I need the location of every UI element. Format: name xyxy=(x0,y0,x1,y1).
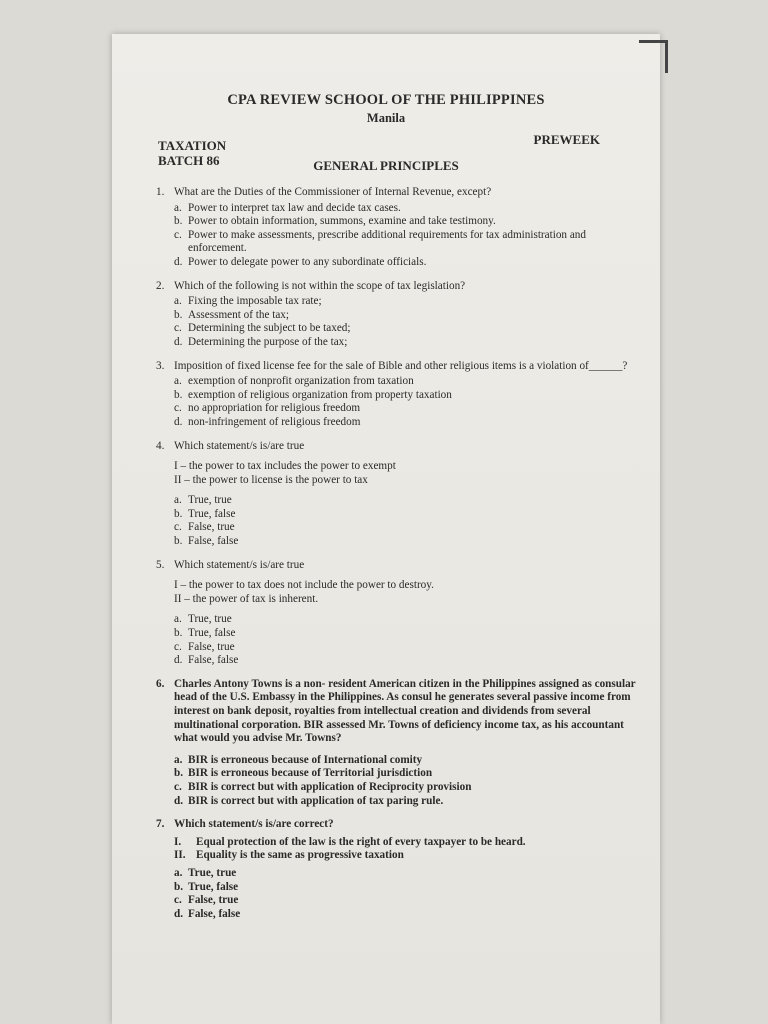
question-number: 6. xyxy=(156,677,165,690)
statement-item: II – the power of tax is inherent. xyxy=(174,592,319,605)
question-text: Which of the following is not within the scope of tax legislation? xyxy=(174,279,466,292)
choice-item xyxy=(174,229,636,256)
choice-list xyxy=(174,295,636,349)
question-text: Charles Antony Towns is a non- resident American citizen in the Philippines assigned as consular head of the U.S. Embassy in the Philippines. As consul he generates several passive income from interest on bank deposit, royalties from intellectual creation and dividends from several multinational corporation. BIR assessed Mr. Towns of deficiency income tax, as his accountant what would you advise Mr. Towns? xyxy=(174,677,636,745)
choice-text: no appropriation for religious freedom xyxy=(188,402,361,415)
choice-letter: b. xyxy=(174,627,183,640)
statement-item: I – the power to tax includes the power to exempt xyxy=(174,460,396,473)
choice-letter: b. xyxy=(174,535,183,548)
choice-text: exemption of religious organization from property taxation xyxy=(188,388,452,401)
choice-letter: a. xyxy=(174,295,182,308)
statement-item xyxy=(174,849,636,863)
question-5 xyxy=(156,559,636,668)
choice-letter: a. xyxy=(174,375,182,388)
choice-text: True, true xyxy=(188,866,237,879)
choice-letter: b. xyxy=(174,507,183,520)
choice-item xyxy=(174,894,636,908)
choice-item xyxy=(174,402,636,416)
choice-list xyxy=(174,754,636,808)
choice-list xyxy=(174,375,636,429)
statement-number: II. xyxy=(174,849,186,862)
choice-text: Power to obtain information, summons, examine and take testimony. xyxy=(188,215,496,228)
exam-paper xyxy=(112,34,660,1024)
choice-item xyxy=(174,781,636,795)
choice-letter: c. xyxy=(174,780,182,793)
question-7 xyxy=(156,818,636,921)
school-name: CPA REVIEW SCHOOL OF THE PHILIPPINES xyxy=(227,92,545,108)
choice-text: non-infringement of religious freedom xyxy=(188,415,361,428)
statement-item xyxy=(174,836,636,850)
question-number: 4. xyxy=(156,439,165,452)
choice-text: Determining the subject to be taxed; xyxy=(188,322,351,335)
question-4 xyxy=(156,440,636,549)
choice-letter: d. xyxy=(174,255,183,268)
statement-text: Equality is the same as progressive taxation xyxy=(196,849,404,862)
choice-letter: a. xyxy=(174,866,183,879)
question-text: Which statement/s is/are correct? xyxy=(174,818,334,831)
choice-letter: b. xyxy=(174,388,183,401)
choice-item xyxy=(174,295,636,309)
choice-text: True, true xyxy=(188,494,232,507)
choice-item xyxy=(174,627,636,641)
choice-list xyxy=(174,613,636,667)
choice-text: exemption of nonprofit organization from taxation xyxy=(188,375,414,388)
choice-item xyxy=(174,309,636,323)
choice-text: False, false xyxy=(188,907,241,920)
choice-list xyxy=(174,867,636,921)
question-number: 5. xyxy=(156,558,165,571)
choice-item xyxy=(174,641,636,655)
statement-list xyxy=(174,836,636,863)
question-text: Which statement/s is/are true xyxy=(174,439,305,452)
choice-text: False, true xyxy=(188,521,235,534)
question-1 xyxy=(156,186,636,270)
question-text: Which statement/s is/are true xyxy=(174,558,305,571)
question-number: 2. xyxy=(156,279,165,292)
statement-list xyxy=(174,579,636,606)
statement-list xyxy=(174,460,636,487)
choice-letter: d. xyxy=(174,794,184,807)
statement-text: Equal protection of the law is the right of every taxpayer to be heard. xyxy=(196,835,526,848)
choice-letter: c. xyxy=(174,228,182,241)
choice-item xyxy=(174,754,636,768)
choice-item xyxy=(174,416,636,430)
choice-item xyxy=(174,202,636,216)
choice-text: BIR is correct but with application of tax paring rule. xyxy=(188,794,444,807)
choice-letter: b. xyxy=(174,767,184,780)
choice-item xyxy=(174,322,636,336)
choice-text: True, false xyxy=(188,627,236,640)
choice-text: BIR is correct but with application of Reciprocity provision xyxy=(188,780,472,793)
choice-item xyxy=(174,521,636,535)
choice-letter: a. xyxy=(174,201,182,214)
choice-item xyxy=(174,336,636,350)
choice-text: Power to delegate power to any subordinate officials. xyxy=(188,255,427,268)
choice-text: True, true xyxy=(188,613,232,626)
question-2 xyxy=(156,280,636,350)
choice-text: Power to make assessments, prescribe additional requirements for tax administration and enforcement. xyxy=(188,228,586,255)
choice-letter: b. xyxy=(174,880,184,893)
choice-letter: c. xyxy=(174,894,182,907)
question-text: Imposition of fixed license fee for the sale of Bible and other religious items is a violation of______? xyxy=(174,359,628,372)
choice-text: False, false xyxy=(188,654,239,667)
question-number: 7. xyxy=(156,818,165,831)
question-3 xyxy=(156,360,636,430)
choice-text: BIR is erroneous because of Territorial jurisdiction xyxy=(188,767,433,780)
statement-number: I. xyxy=(174,835,182,848)
choice-text: True, false xyxy=(188,507,236,520)
choice-text: False, true xyxy=(188,894,239,907)
choice-text: False, true xyxy=(188,640,235,653)
page-corner-mark xyxy=(639,40,668,73)
question-number: 3. xyxy=(156,359,165,372)
choice-item xyxy=(174,654,636,668)
choice-item xyxy=(174,908,636,922)
choice-list xyxy=(174,202,636,270)
statement-item: I – the power to tax does not include the power to destroy. xyxy=(174,579,434,592)
choice-letter: d. xyxy=(174,654,183,667)
choice-item xyxy=(174,881,636,895)
choice-letter: d. xyxy=(174,415,183,428)
choice-item xyxy=(174,375,636,389)
choice-text: Assessment of the tax; xyxy=(188,308,289,321)
choice-text: False, false xyxy=(188,535,239,548)
question-text: What are the Duties of the Commissioner of Internal Revenue, except? xyxy=(174,186,492,198)
choice-item xyxy=(174,767,636,781)
question-6 xyxy=(156,678,636,808)
choice-text: True, false xyxy=(188,880,239,893)
choice-letter: c. xyxy=(174,640,182,653)
subject-title: TAXATION xyxy=(158,138,227,153)
preweek-label: PREWEEK xyxy=(533,132,600,147)
choice-item xyxy=(174,613,636,627)
choice-item xyxy=(174,389,636,403)
question-list xyxy=(156,186,636,931)
choice-item xyxy=(174,256,636,270)
choice-letter: b. xyxy=(174,308,183,321)
question-number: 1. xyxy=(156,186,165,198)
choice-item xyxy=(174,508,636,522)
batch-label: BATCH 86 xyxy=(158,153,220,168)
choice-letter: a. xyxy=(174,753,183,766)
choice-letter: d. xyxy=(174,335,183,348)
choice-text: Power to interpret tax law and decide tax cases. xyxy=(188,201,401,214)
choice-item xyxy=(174,535,636,549)
choice-text: Determining the purpose of the tax; xyxy=(188,335,348,348)
choice-letter: c. xyxy=(174,402,182,415)
choice-letter: d. xyxy=(174,907,184,920)
school-city: Manila xyxy=(366,111,406,125)
choice-letter: b. xyxy=(174,215,183,228)
topic-title: GENERAL PRINCIPLES xyxy=(313,158,459,173)
choice-letter: c. xyxy=(174,322,182,335)
choice-letter: c. xyxy=(174,521,182,534)
choice-letter: a. xyxy=(174,613,182,626)
choice-item xyxy=(174,215,636,229)
choice-letter: a. xyxy=(174,494,182,507)
choice-list xyxy=(174,494,636,548)
document-header xyxy=(112,92,660,126)
statement-item: II – the power to license is the power to tax xyxy=(174,473,368,486)
choice-item xyxy=(174,867,636,881)
choice-text: Fixing the imposable tax rate; xyxy=(188,295,322,308)
choice-item xyxy=(174,795,636,809)
choice-item xyxy=(174,494,636,508)
choice-text: BIR is erroneous because of International comity xyxy=(188,753,423,766)
